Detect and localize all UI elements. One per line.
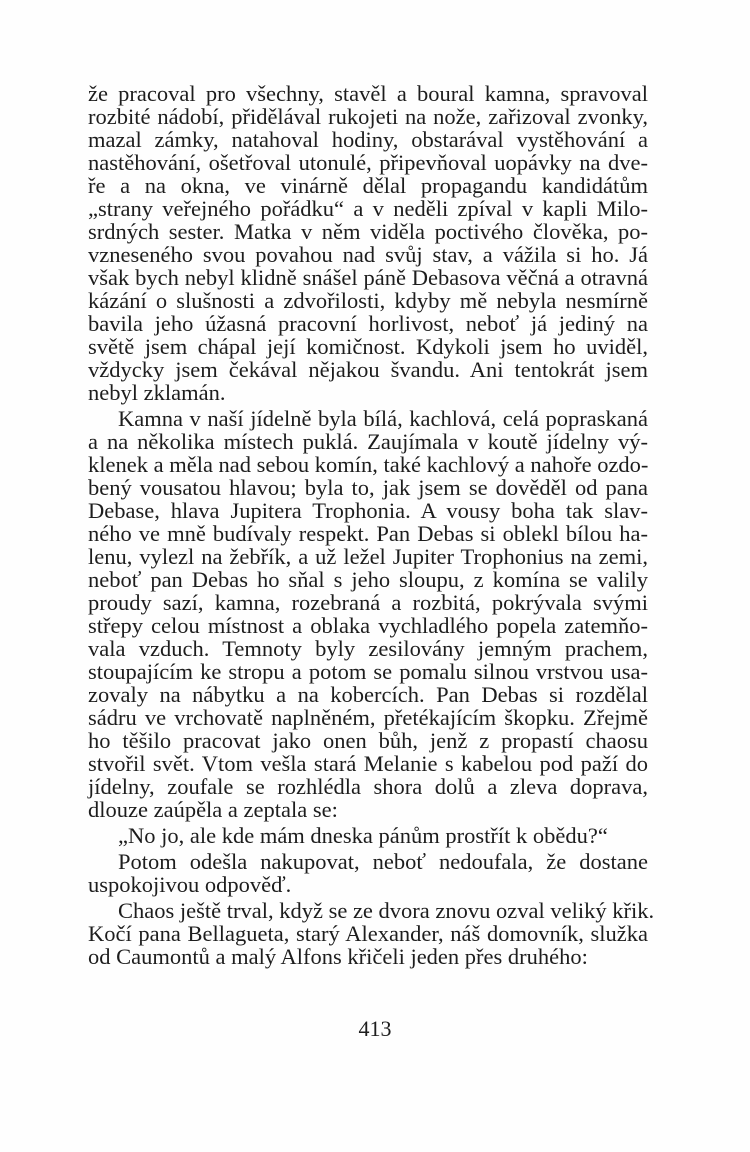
text-line: zovaly na nábytku a na kobercích. Pan Debas si rozdělal bbox=[88, 682, 648, 707]
text-line: rozbité nádobí, přidělával rukojeti na nože, zařizoval zvonky, bbox=[88, 104, 648, 129]
paragraph bbox=[88, 824, 648, 847]
text-line: lenu, vylezl na žebřík, a už ležel Jupiter Trophonius na zemi, bbox=[88, 544, 648, 569]
text-line: sádru ve vrchovatě naplněném, přetékajícím škopku. Zřejmě bbox=[88, 705, 648, 730]
text-line: ře a na okna, ve vinárně dělal propagandu kandidátům bbox=[88, 173, 648, 198]
text-line: stvořil svět. Vtom vešla stará Melanie s kabelou pod paží do bbox=[88, 751, 648, 776]
text-line: bený vousatou hlavou; byla to, jak jsem se dověděl od pana bbox=[88, 475, 648, 500]
text-line: „strany veřejného pořádku“ a v neděli zpíval v kapli Milo- bbox=[88, 196, 648, 221]
paragraph bbox=[88, 850, 648, 896]
text-line: klenek a měla nad sebou komín, také kachlový a nahoře ozdo- bbox=[88, 452, 649, 477]
text-line: proudy sazí, kamna, rozebraná a rozbitá, pokrývala svými bbox=[88, 590, 648, 615]
page-number: 413 bbox=[358, 1016, 392, 1041]
text-line: srdných sester. Matka v něm viděla poctivého člověka, po- bbox=[88, 219, 648, 244]
text-line: jídelny, zoufale se rozhlédla shora dolů a zleva doprava, bbox=[88, 774, 648, 799]
text-line: Kamna v naší jídelně byla bílá, kachlová, celá popraskaná bbox=[118, 406, 648, 431]
text-line: mazal zámky, natahoval hodiny, obstarával vystěhování a bbox=[88, 127, 648, 152]
text-line: Potom odešla nakupovat, neboť nedoufala, že dostane bbox=[118, 849, 648, 874]
text-line: světě jsem chápal její komičnost. Kdykoli jsem ho uviděl, bbox=[88, 334, 648, 359]
text-line: ného ve mně budívaly respekt. Pan Debas si oblekl bílou ha- bbox=[88, 521, 648, 546]
text-line: kázání o slušnosti a zdvořilosti, kdyby mě nebyla nesmírně bbox=[88, 288, 648, 313]
text-line: dlouze zaúpěla a zeptala se: bbox=[88, 797, 338, 822]
text-line: neboť pan Debas ho sňal s jeho sloupu, z komína se valily bbox=[88, 567, 648, 592]
text-line: střepy celou místnost a oblaka vychladlého popela zatemňo- bbox=[88, 613, 648, 638]
text-line: vala vzduch. Temnoty byly zesilovány jemným prachem, bbox=[88, 636, 648, 661]
text-line: nebyl zklamán. bbox=[88, 380, 226, 405]
text-line: od Caumontů a malý Alfons křičeli jeden přes druhého: bbox=[88, 944, 588, 969]
text-line: vždycky jsem čekával nějakou švandu. Ani tentokrát jsem bbox=[88, 357, 648, 382]
text-line: že pracoval pro všechny, stavěl a boural kamna, spravoval bbox=[88, 81, 648, 106]
text-line: „No jo, ale kde mám dneska pánům prostřít k obědu?“ bbox=[118, 823, 608, 848]
text-line: však bych nebyl klidně snášel páně Debasova věčná a otravná bbox=[88, 265, 648, 290]
paragraph bbox=[88, 407, 648, 821]
text-line: uspokojivou odpověď. bbox=[88, 872, 292, 897]
text-line: a na několika místech puklá. Zaujímala v koutě jídelny vý- bbox=[88, 429, 648, 454]
text-line: nastěhování, ošetřoval utonulé, připevňoval uopávky na dve- bbox=[88, 150, 648, 175]
text-line: Chaos ještě trval, když se ze dvora znovu ozval veliký křik. bbox=[118, 898, 655, 923]
text-line: Debase, hlava Jupitera Trophonia. A vousy boha tak slav- bbox=[88, 498, 648, 523]
body-text bbox=[88, 81, 655, 969]
paragraph bbox=[88, 898, 655, 969]
text-line: vzneseného svou povahou nad svůj stav, a vážila si ho. Já bbox=[88, 242, 648, 267]
text-line: stoupajícím ke stropu a potom se pomalu silnou vrstvou usa- bbox=[88, 659, 648, 684]
text-line: ho těšilo pracovat jako onen bůh, jenž z propastí chaosu bbox=[88, 728, 648, 753]
text-line: Kočí pana Bellagueta, starý Alexander, náš domovník, služka bbox=[88, 921, 648, 946]
paragraph bbox=[88, 82, 648, 404]
text-line: bavila jeho úžasná pracovní horlivost, neboť já jediný na bbox=[88, 311, 648, 336]
